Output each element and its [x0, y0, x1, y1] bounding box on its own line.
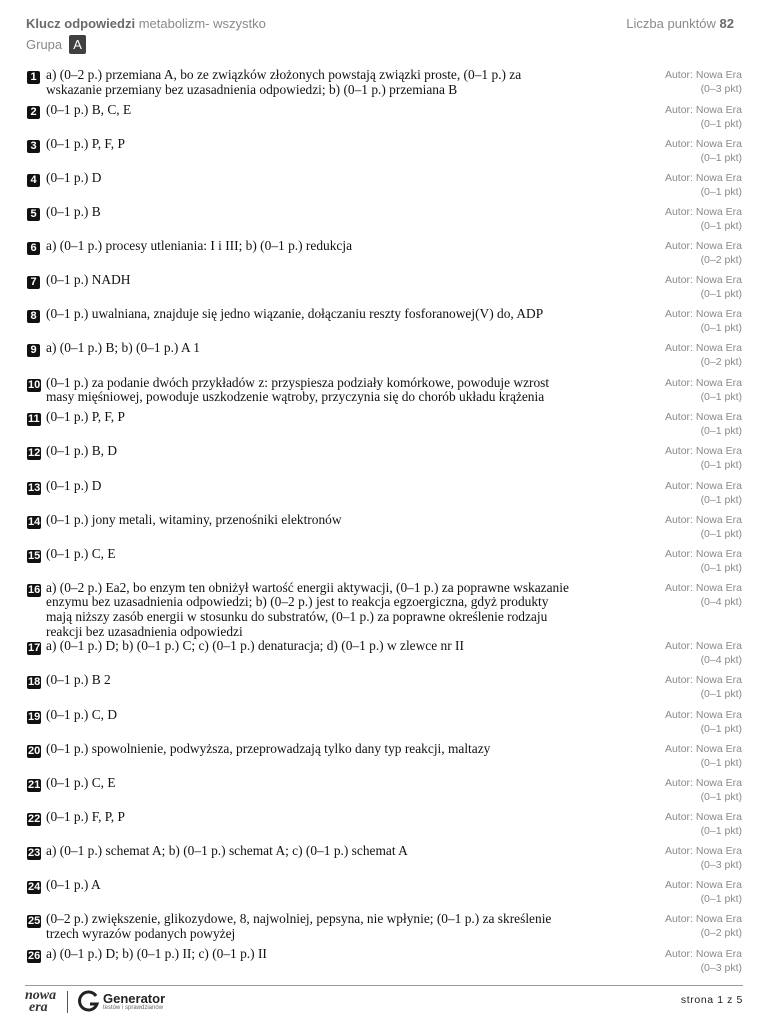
answer-item [27, 876, 743, 905]
question-number-badge: 24 [28, 880, 41, 893]
author-label: Autor: Nowa Era [664, 411, 742, 424]
points-range: (0–1 pkt) [700, 117, 742, 130]
author-label: Autor: Nowa Era [664, 445, 742, 458]
answer-meta [665, 581, 742, 609]
points-label: Liczba punktów [626, 16, 716, 31]
answer-meta [665, 239, 742, 267]
answer-text: (0–1 p.) B [46, 204, 101, 220]
answer-meta [665, 137, 742, 165]
answer-text: (0–1 p.) A [46, 876, 101, 892]
question-number-badge: 15 [28, 549, 41, 562]
points-range: (0–4 pkt) [700, 654, 742, 667]
author-label: Autor: Nowa Era [664, 640, 742, 653]
answer-meta [665, 742, 742, 770]
answer-text: a) (0–1 p.) procesy utleniania: I i III; b) (0–1 p.) redukcja [46, 238, 353, 254]
author-label: Autor: Nowa Era [664, 547, 742, 560]
points-range: (0–2 pkt) [700, 927, 742, 940]
answer-item [27, 272, 743, 301]
answer-meta [665, 410, 742, 438]
author-label: Autor: Nowa Era [664, 274, 742, 287]
generator-logo-text: Generator [103, 991, 166, 1006]
answer-text: (0–1 p.) NADH [46, 272, 131, 288]
generator-g-icon [77, 989, 101, 1013]
author-label: Autor: Nowa Era [664, 674, 742, 687]
answer-text: a) (0–2 p.) Ea2, bo enzym ten obniżył wartość energii aktywacji, (0–1 p.) za poprawne wskazanie enzymu bez uzasadnienia odpowiedzi; b) (0–2 p.) jest to reakcja egzoergiczna, gdyż produkty mają niższy zasób energii w stosunku do substratów, (0–1 p.) za poprawne określenie rodzaju reakcji bez uzasadnienia odpowiedzi [46, 579, 569, 639]
question-number-badge: 8 [27, 310, 40, 323]
answer-item [27, 238, 743, 267]
answer-item [27, 740, 743, 769]
points-range: (0–3 pkt) [700, 858, 742, 871]
answer-item [27, 443, 743, 472]
question-number-badge: 16 [28, 583, 41, 596]
author-label: Autor: Nowa Era [664, 206, 742, 219]
answer-text: (0–1 p.) C, E [46, 545, 116, 561]
points-value: 82 [719, 16, 734, 31]
author-label: Autor: Nowa Era [664, 878, 742, 891]
question-number-badge: 18 [28, 676, 41, 689]
logo-nowa-text: nowa [25, 988, 57, 1003]
question-number-badge: 21 [28, 778, 41, 791]
author-label: Autor: Nowa Era [664, 69, 742, 81]
answer-text: (0–1 p.) C, D [46, 706, 118, 722]
question-number-badge: 3 [27, 140, 40, 153]
answer-text: (0–1 p.) D [46, 170, 102, 186]
points-range: (0–2 pkt) [700, 356, 742, 369]
answer-meta [665, 171, 742, 199]
question-number-badge: 13 [28, 481, 41, 494]
points-range: (0–1 pkt) [700, 527, 742, 540]
answer-meta [665, 103, 742, 131]
answer-item [27, 170, 743, 199]
group-badge: A [69, 35, 86, 54]
answer-meta [665, 947, 742, 975]
answer-meta [665, 444, 742, 472]
points-range: (0–1 pkt) [700, 425, 742, 438]
question-number-badge: 12 [28, 447, 41, 460]
answer-meta [665, 639, 742, 667]
author-label: Autor: Nowa Era [664, 479, 742, 492]
page-number: strona 1 z 5 [680, 994, 743, 1006]
author-label: Autor: Nowa Era [664, 308, 742, 321]
points-range: (0–1 pkt) [700, 688, 742, 701]
question-number-badge: 4 [27, 174, 40, 187]
points-range: (0–3 pkt) [700, 961, 742, 974]
answer-item [27, 101, 743, 130]
answer-text: (0–1 p.) B, D [46, 443, 118, 459]
answer-meta [665, 844, 742, 872]
answer-item [27, 204, 743, 233]
points-range: (0–1 pkt) [700, 288, 742, 301]
points-range: (0–1 pkt) [700, 824, 742, 837]
answer-meta [665, 205, 742, 233]
answer-item [27, 409, 743, 438]
answer-text: (0–1 p.) jony metali, witaminy, przenośniki elektronów [46, 511, 342, 527]
question-number-badge: 23 [28, 846, 41, 859]
answer-meta [665, 776, 742, 804]
answer-meta [665, 479, 742, 507]
answer-text: (0–1 p.) D [46, 477, 102, 493]
answer-item [27, 68, 743, 97]
answer-text: (0–1 p.) uwalniana, znajduje się jedno wiązanie, dołączaniu reszty fosforanowej(V) do, ADP [46, 306, 544, 322]
question-number-badge: 1 [27, 71, 40, 84]
question-number-badge: 26 [28, 949, 41, 962]
author-label: Autor: Nowa Era [664, 947, 742, 960]
title-rest: metabolizm- wszystko [138, 16, 266, 31]
answer-meta [665, 547, 742, 575]
author-label: Autor: Nowa Era [664, 103, 742, 116]
group-label: Grupa [26, 37, 63, 52]
answer-meta [665, 810, 742, 838]
answer-meta [665, 273, 742, 301]
answer-text: (0–1 p.) F, P, P [46, 808, 125, 824]
author-label: Autor: Nowa Era [664, 844, 742, 857]
answer-text: (0–1 p.) za podanie dwóch przykładów z: przyspiesza podziały komórkowe, powoduje wzrost masy mięśniowej, powoduje uszkodzenie wątroby, przyczynia się do chorób układu krążenia [46, 374, 550, 405]
question-number-badge: 19 [28, 710, 41, 723]
points-range: (0–1 pkt) [700, 493, 742, 506]
answer-meta [665, 878, 742, 906]
points-range: (0–1 pkt) [700, 892, 742, 905]
points-range: (0–1 pkt) [700, 722, 742, 735]
points-range: (0–1 pkt) [700, 151, 742, 164]
points-range: (0–1 pkt) [700, 186, 742, 199]
answer-text: (0–1 p.) B, C, E [46, 101, 132, 117]
footer-divider [25, 985, 743, 986]
question-number-badge: 6 [27, 242, 40, 255]
author-label: Autor: Nowa Era [664, 513, 742, 526]
answer-meta [665, 513, 742, 541]
answer-item [27, 706, 743, 735]
question-number-badge: 5 [27, 208, 40, 221]
question-number-badge: 11 [28, 413, 40, 426]
generator-logo-subtitle: testów i sprawdzianów [103, 1005, 164, 1011]
answer-meta [665, 673, 742, 701]
answer-meta [665, 708, 742, 736]
answer-text: a) (0–1 p.) D; b) (0–1 p.) C; c) (0–1 p.) denaturacja; d) (0–1 p.) w zlewce nr II [46, 638, 464, 654]
question-number-badge: 9 [27, 344, 40, 357]
points-range: (0–1 pkt) [700, 322, 742, 335]
logo-era-text: era [29, 1000, 48, 1015]
author-label: Autor: Nowa Era [664, 342, 742, 355]
answer-text: (0–2 p.) zwiększenie, glikozydowe, 8, najwolniej, pepsyna, nie wpłynie; (0–1 p.) za skreślenie trzech wyrazów podanych powyżej [46, 911, 552, 941]
points-total [626, 16, 734, 31]
answer-text: (0–1 p.) P, F, P [46, 409, 125, 425]
question-number-badge: 2 [27, 106, 40, 119]
answer-meta [665, 376, 742, 404]
author-label: Autor: Nowa Era [664, 708, 742, 721]
answer-item [27, 135, 743, 164]
answer-text: a) (0–1 p.) B; b) (0–1 p.) A 1 [46, 340, 200, 356]
document-title [26, 16, 266, 31]
nowa-era-logo [25, 990, 56, 1014]
answer-meta [665, 307, 742, 335]
answer-text: (0–1 p.) C, E [46, 774, 116, 790]
author-label: Autor: Nowa Era [664, 137, 742, 150]
question-number-badge: 17 [28, 642, 41, 655]
author-label: Autor: Nowa Era [664, 776, 742, 789]
question-number-badge: 14 [28, 515, 41, 528]
points-range: (0–1 pkt) [700, 220, 742, 233]
answer-item [27, 774, 743, 803]
answer-text: a) (0–1 p.) D; b) (0–1 p.) II; c) (0–1 p.) II [46, 945, 267, 961]
answer-text: a) (0–1 p.) schemat A; b) (0–1 p.) schemat A; c) (0–1 p.) schemat A [46, 842, 408, 858]
points-range: (0–1 pkt) [700, 390, 742, 403]
author-label: Autor: Nowa Era [664, 172, 742, 185]
points-range: (0–1 pkt) [700, 790, 742, 803]
title-bold: Klucz odpowiedzi [26, 16, 136, 31]
points-range: (0–4 pkt) [700, 595, 742, 608]
answer-text: a) (0–2 p.) przemiana A, bo ze związków złożonych powstają związki proste, (0–1 p.) za wskazanie przemiany bez uzasadnienia odpowiedzi; b) (0–1 p.) przemiana B [46, 67, 522, 97]
points-range: (0–3 pkt) [700, 83, 742, 95]
answer-item [27, 511, 743, 540]
answer-item [27, 638, 743, 667]
answer-text: (0–1 p.) B 2 [46, 672, 111, 688]
answer-meta [665, 912, 742, 940]
question-number-badge: 20 [28, 744, 41, 757]
question-number-badge: 10 [28, 378, 41, 391]
author-label: Autor: Nowa Era [664, 810, 742, 823]
question-number-badge: 22 [28, 812, 41, 825]
question-number-badge: 7 [27, 276, 40, 289]
answer-item [27, 672, 743, 701]
answer-item [27, 545, 743, 574]
logo-separator [67, 991, 68, 1013]
answer-text: (0–1 p.) P, F, P [46, 135, 125, 151]
points-range: (0–1 pkt) [700, 756, 742, 769]
answer-item [27, 912, 743, 941]
answer-item [27, 376, 743, 405]
points-range: (0–1 pkt) [700, 561, 742, 574]
group-indicator [26, 35, 86, 54]
answer-item [27, 340, 743, 369]
question-number-badge: 25 [28, 915, 41, 928]
author-label: Autor: Nowa Era [664, 742, 742, 755]
answer-item [27, 945, 743, 974]
points-range: (0–1 pkt) [700, 459, 742, 472]
answer-item [27, 842, 743, 871]
answer-text: (0–1 p.) spowolnienie, podwyższa, przeprowadzają tylko dany typ reakcji, maltazy [46, 740, 491, 756]
points-range: (0–2 pkt) [700, 254, 742, 267]
answer-meta [665, 68, 742, 96]
answer-meta [665, 341, 742, 369]
answer-item [27, 581, 743, 640]
author-label: Autor: Nowa Era [664, 240, 742, 253]
author-label: Autor: Nowa Era [664, 376, 742, 389]
answer-item [27, 306, 743, 335]
author-label: Autor: Nowa Era [664, 913, 742, 926]
answer-item [27, 477, 743, 506]
answer-item [27, 808, 743, 837]
author-label: Autor: Nowa Era [664, 581, 742, 594]
